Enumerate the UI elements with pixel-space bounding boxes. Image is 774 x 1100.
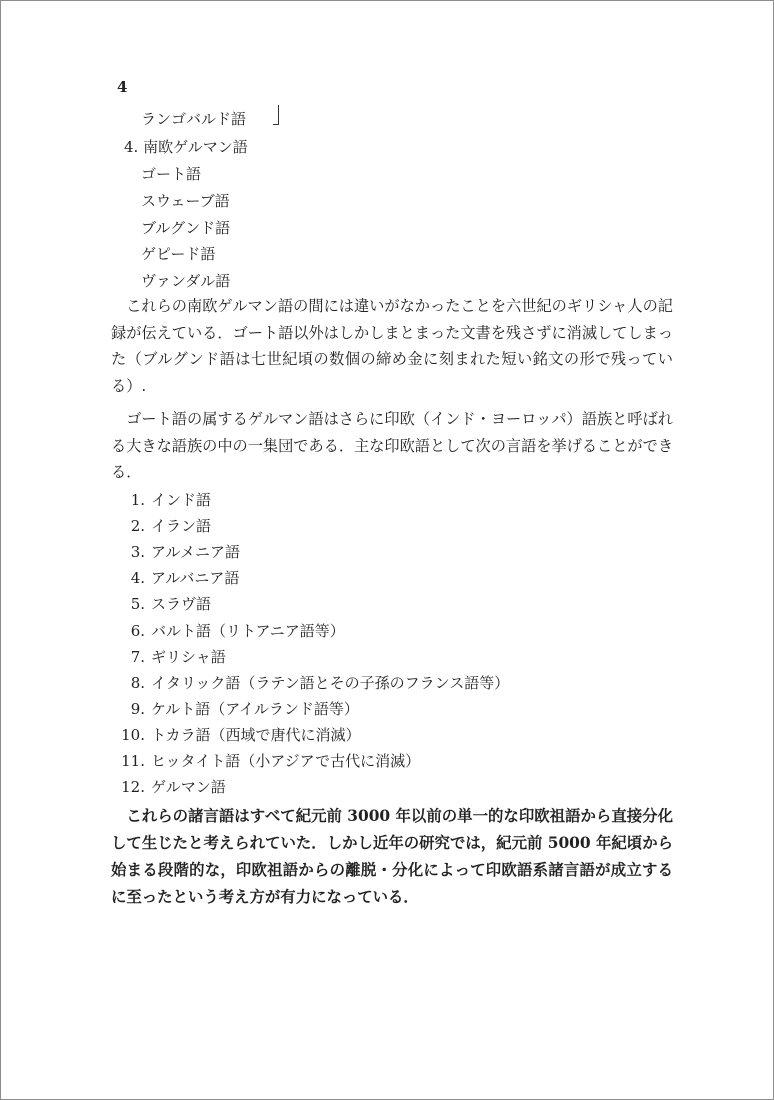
language-item: 7. ギリシャ語 (130, 648, 226, 666)
bracket-mark (273, 105, 279, 125)
page-number: 4 (117, 78, 128, 96)
language-item: 1. インド語 (130, 491, 212, 509)
paragraph-south-germanic: これらの南欧ゲルマン語の間には違いがなかったことを六世紀のギリシャ人の記録が伝えている．ゴート語以外はしかしまとまった文書を残さずに消滅してしまった（ブルグンド語は七世紀頃の数個の締め金に刻まれた短い銘文の形で残っている）. (111, 297, 673, 395)
language-item: 12. ゲルマン語 (121, 778, 226, 796)
language-item: 5. スラヴ語 (130, 595, 212, 613)
list-heading-south-germanic: 4. 南欧ゲルマン語 (124, 138, 248, 156)
list-item-gothic: ゴート語 (141, 165, 202, 183)
language-item: 8. イタリック語（ラテン語とその子孫のフランス語等） (130, 674, 510, 692)
paragraph-indo-european: ゴート語の属するゲルマン語はさらに印欧（インド・ヨーロッパ）語族と呼ばれる大きな語族の中の一集団である．主な印欧語として次の言語を挙げることができる． (111, 410, 673, 481)
language-item: 2. イラン語 (130, 517, 212, 535)
language-item: 3. アルメニア語 (130, 543, 240, 561)
language-item: 4. アルバニア語 (130, 569, 240, 587)
list-item-vandalic: ヴァンダル語 (141, 272, 231, 290)
paragraph-proto-indo-european: これらの諸言語はすべて紀元前 3000 年以前の単一的な印欧祖語から直接分化して生じたと考えられていた．しかし近年の研究では，紀元前 5000 年紀頃から始まる段階的な，印欧祖語からの離脱・分化によって印欧語系諸言語が成立するに至ったという考え方が有力になっている． (111, 807, 673, 906)
language-item: 9. ケルト語（アイルランド語等） (130, 700, 359, 718)
language-item: 10. トカラ語（西域で唐代に消滅） (121, 726, 361, 744)
list-item-gepid: ゲピード語 (141, 245, 216, 263)
list-item-suebic: スウェーブ語 (141, 192, 230, 210)
list-item-burgundian: ブルグンド語 (141, 219, 231, 237)
language-item: 6. バルト語（リトアニア語等） (130, 622, 345, 640)
language-item: 11. ヒッタイト語（小アジアで古代に消滅） (121, 752, 421, 770)
list-item-langobard: ランゴバルド語 (141, 110, 247, 128)
